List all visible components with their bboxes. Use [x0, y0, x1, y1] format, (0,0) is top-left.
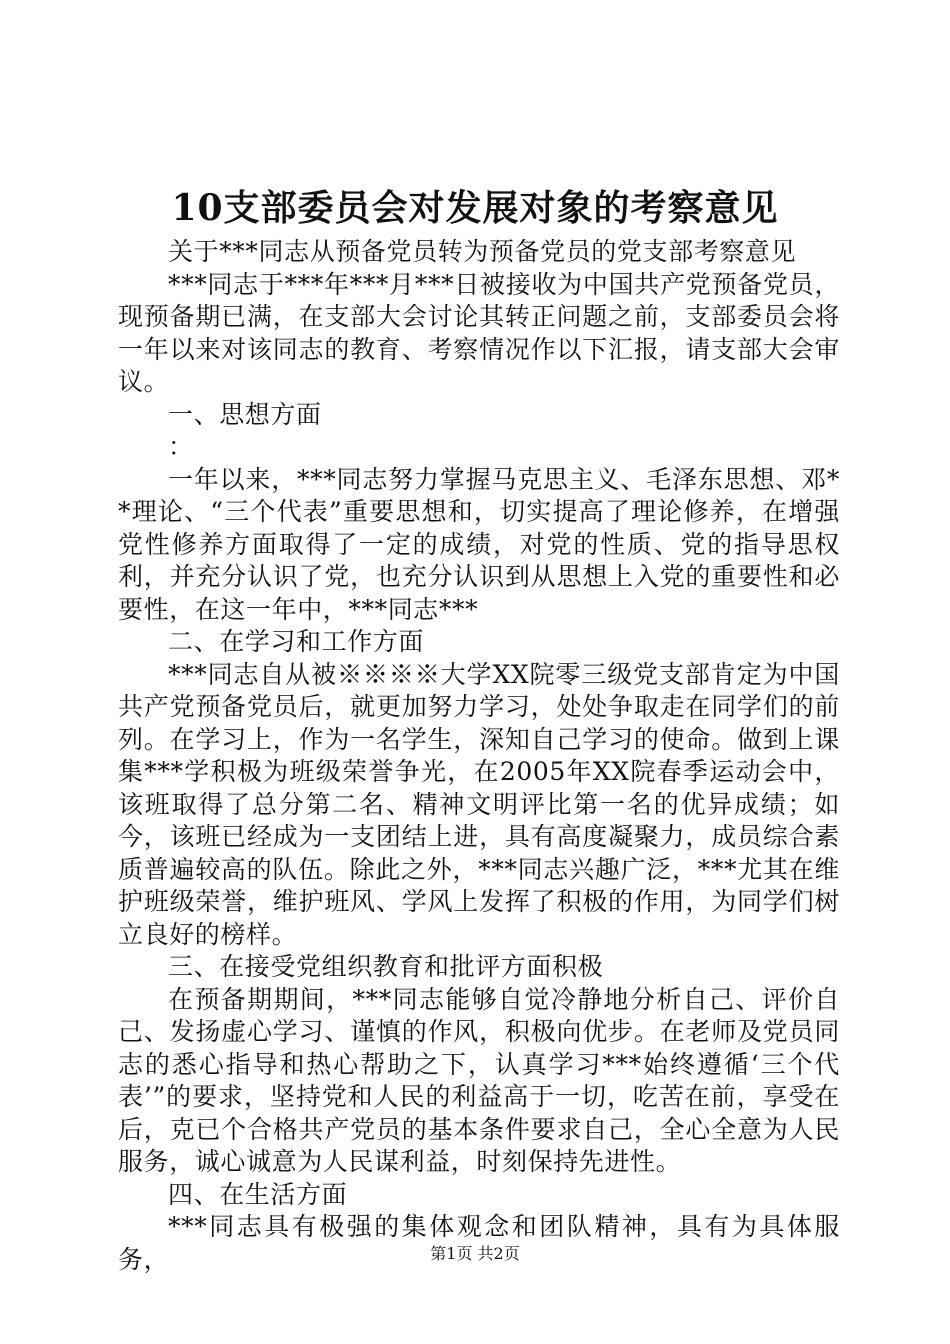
paragraph-life: ***同志具有极强的集体观念和团队精神，具有为具体服务，: [118, 1212, 840, 1274]
section-heading-life: 四、在生活方面: [168, 1179, 348, 1209]
document-body: [118, 236, 840, 1276]
section-heading-thought: 一、思想方面: [168, 399, 322, 429]
paragraph-education: 在预备期期间，***同志能够自觉冷静地分析自己、评价自己、发扬虚心学习、谨慎的作风，积极向优步。在老师及党员同志的悉心指导和热心帮助之下，认真学习***始终遵循‘三个代表’”的要求，坚持党和人民的利益高于一切，吃苦在前，享受在后，克已个合格共产党员的基本条件要求自己，全心全意为人民服务，诚心诚意为人民谋利益，时刻保持先进性。: [118, 984, 840, 1176]
section-heading-study-work: 二、在学习和工作方面: [168, 627, 425, 656]
paragraph-thought: 一年以来，***同志努力掌握马克思主义、毛泽东思想、邓**理论、“三个代表”重要思想和，切实提高了理论修养，在增强党性修养方面取得了一定的成绩，对党的性质、党的指导思权利，并充分认识了党，也充分认识到从思想上入党的重要性和必要性，在这一年中，***同志***: [118, 464, 840, 624]
page-number: 第1页 共2页: [430, 1244, 520, 1263]
paragraph-study-work: ***同志自从被※※※※大学XX院零三级党支部肯定为中国共产党预备党员后，就更加努力学习，处处争取走在同学们的前列。在学习上，作为一名学生，深知自己学习的使命。做到上课集***学积极为班级荣誉争光，在2005年XX院春季运动会中，该班取得了总分第二名、精神文明评比第一名的优异成绩；如今，该班已经成为一支团结上进，具有高度凝聚力，成员综合素质普遍较高的队伍。除此之外，***同志兴趣广泛，***尤其在维护班级荣誉，维护班风、学风上发挥了积极的作用，为同学们树立良好的榜样。: [118, 659, 840, 949]
paragraph-colon: ：: [168, 432, 194, 461]
paragraph-intro: ***同志于***年***月***日被接收为中国共产党预备党员，现预备期已满，在支部大会讨论其转正问题之前，支部委员会将一年以来对该同志的教育、考察情况作以下汇报，请支部大会审议。: [118, 269, 840, 396]
paragraph-heading-line: 关于***同志从预备党员转为预备党员的党支部考察意见: [168, 237, 797, 266]
section-heading-education: 三、在接受党组织教育和批评方面积极: [168, 952, 604, 981]
document-title: 10支部委员会对发展对象的考察意见: [171, 187, 779, 229]
